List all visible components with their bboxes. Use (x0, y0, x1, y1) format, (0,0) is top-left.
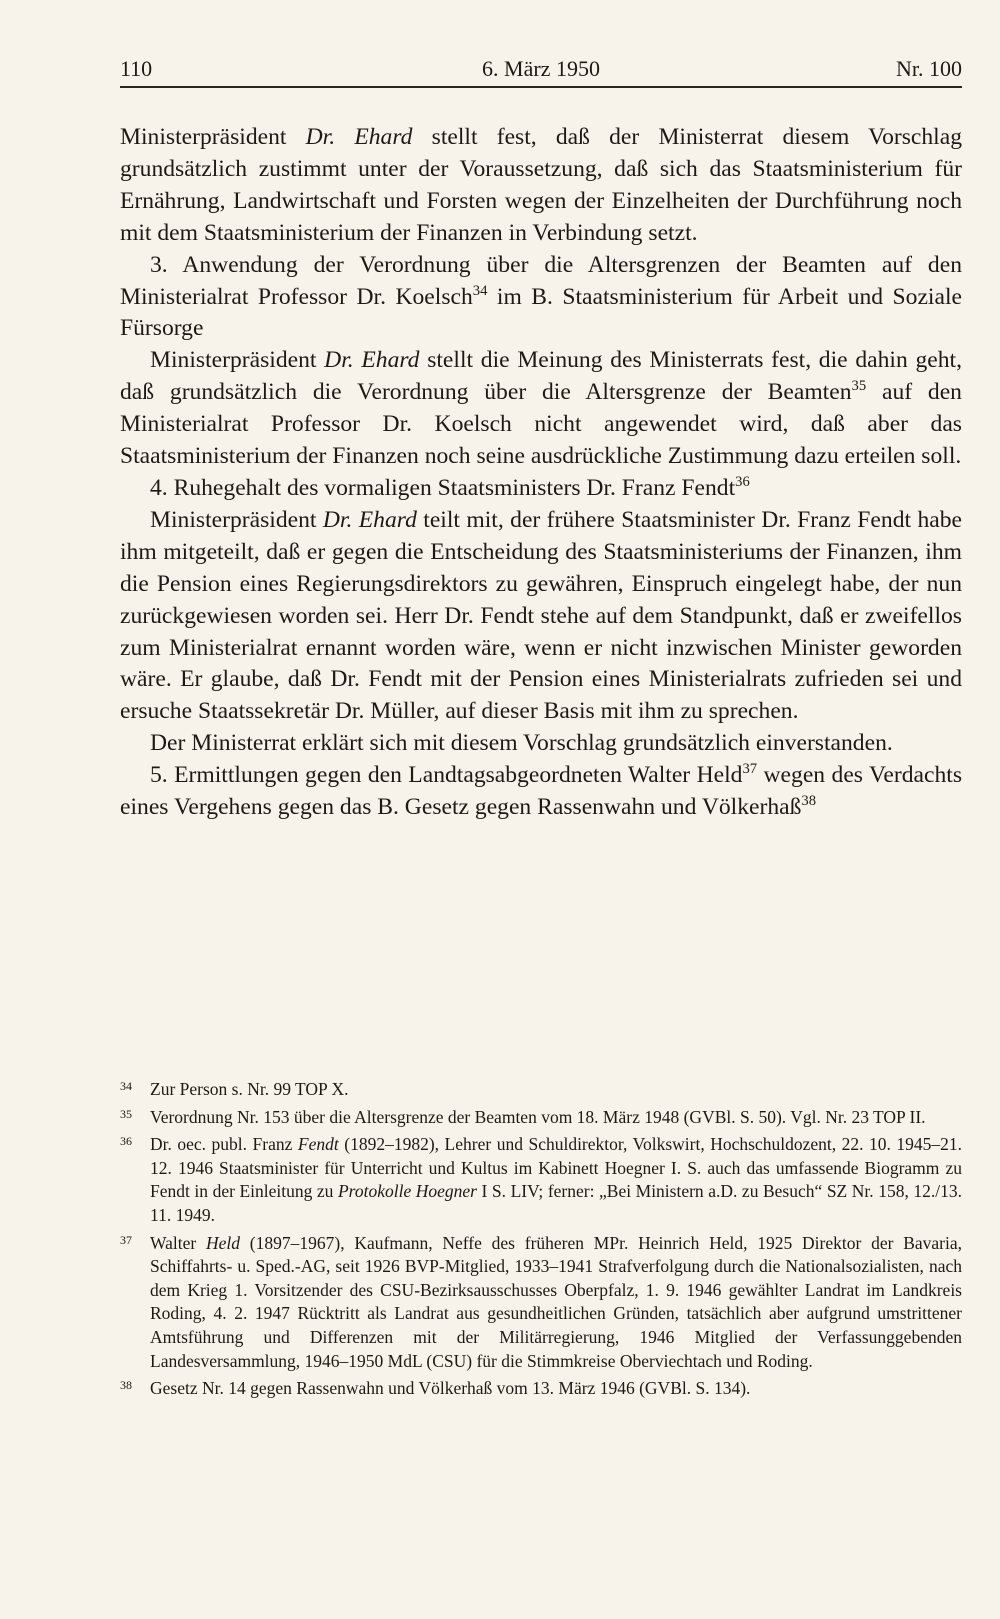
speaker-name: Dr. Ehard (305, 124, 413, 150)
agenda-item-5: 5. Ermittlungen gegen den Landtagsabgeordneten Walter Held$^{37}$ wegen des Verdachts eines Vergehens gegen das B. Gesetz gegen Rassenwahn und Völkerhaß$^{38}$ (120, 761, 963, 821)
page-number: 110 (120, 56, 153, 81)
paragraph-ehard-approval: Ministerpräsident Dr. Ehard stellt fest, daß der Ministerrat diesem Vorschlag grundsätzlich zustimmt unter der Voraussetzung, daß sich das Staatsministerium für Ernährung, Landwirtschaft und Forsten wegen der Einzelheiten der Durchführung noch mit dem Staatsministerium der Finanzen in Verbindung setzt. (120, 124, 963, 246)
protocol-number: Nr. 100 (896, 56, 962, 81)
footnote: 35 Verordnung Nr. 153 über die Altersgrenze der Beamten vom 18. März 1948 (GVBl. S. 50). Vgl. Nr. 23 TOP II. (120, 1106, 962, 1130)
agenda-item-3: 3. Anwendung der Verordnung über die Altersgrenzen der Beamten auf den Ministerialrat Professor Dr. Koelsch$^{34}$ im B. Staatsministerium für Arbeit und Soziale Fürsorge (120, 251, 962, 342)
footnote-number: 34 (120, 1079, 132, 1093)
speaker-name: Dr. Ehard (322, 506, 417, 533)
running-header (120, 52, 962, 88)
footnote: 38 Gesetz Nr. 14 gegen Rassenwahn und Völkerhaß vom 13. März 1946 (GVBl. S. 134). (120, 1377, 962, 1401)
main-text (120, 122, 962, 824)
footnote-ref: 37 (742, 761, 758, 778)
footnote-ref: 35 (851, 378, 867, 395)
footnote-number: 38 (120, 1378, 132, 1393)
footnote: 34 Zur Person s. Nr. 99 TOP X. (120, 1078, 962, 1102)
footnote: 37 Walter Held (1897–1967), Kaufmann, Neffe des früheren MPr. Heinrich Held, 1925 Direktor der Bavaria, Schiffahrts- u. Sped.-AG, seit 1926 BVP-Mitglied, 1933–1941 Strafverfolgung durch die Nationalsozialisten, nach dem Krieg 1. Vorsitzender des CSU-Bezirksausschusses Oberpfalz, 1. 9. 1946 gewählter Landrat im Landkreis Roding, 4. 2. 1947 Rücktritt als Landrat aus gesundheitlichen Gründen, tatsächlich aber aufgrund umstrittener Amtsführung und Differenzen mit der Militärregierung, 1946 Mitglied der Verfassunggebenden Landesversammlung, 1946–1950 MdL (CSU) für die Stimmkreise Oberviechtach und Roding. (120, 1232, 962, 1374)
footnotes (120, 1078, 962, 1405)
footnote-ref: 36 (735, 474, 750, 491)
header-date: 6. März 1950 (482, 56, 600, 81)
agenda-item-4: 4. Ruhegehalt des vormaligen Staatsministers Dr. Franz Fendt$^{36}$ (150, 474, 750, 501)
footnote-ref: 34 (472, 282, 488, 299)
paragraph-ehard-opinion: Ministerpräsident Dr. Ehard stellt die Meinung des Ministerrats fest, die dahin geht, daß grundsätzlich die Verordnung über die Altersgrenze der Beamten$^{35}$ auf den Ministerialrat Professor Dr. Koelsch nicht angewendet wird, daß aber das Staatsministerium der Finanzen noch seine ausdrückliche Zustimmung dazu erteilen soll. (120, 347, 962, 470)
paragraph-council-agreement: Der Ministerrat erklärt sich mit diesem Vorschlag grundsätzlich einverstanden. (150, 730, 893, 757)
footnote-ref: 38 (801, 793, 817, 810)
footnote-number: 37 (120, 1232, 132, 1247)
footnote-number: 36 (120, 1134, 132, 1149)
footnote: 36 Dr. oec. publ. Franz Fendt (1892–1982), Lehrer und Schuldirektor, Volkswirt, Hochschuldozent, 22. 10. 1945–21. 12. 1946 Staatsminister für Unterricht und Kultus im Kabinett Hoegner I. S. auch das umfassende Biogramm zu Fendt in der Einleitung zu Protokolle Hoegner I S. LIV; ferner: „Bei Ministern a.D. zu Besuch“ SZ Nr. 158, 12./13. 11. 1949. (120, 1133, 962, 1227)
paragraph-ehard-fendt: Ministerpräsident Dr. Ehard teilt mit, der frühere Staatsminister Dr. Franz Fendt habe ihm mitgeteilt, daß er gegen die Entscheidung des Staatsministeriums der Finanzen, ihm die Pension eines Regierungsdirektors zu gewähren, Einspruch eingelegt habe, der nun zurückgewiesen worden sei. Herr Dr. Fendt stehe auf dem Standpunkt, daß er zweifellos zum Ministerialrat ernannt worden wäre, wenn er nicht inzwischen Minister geworden wäre. Er glaube, daß Dr. Fendt mit der Pension eines Ministerialrats zufrieden sei und ersuche Staatssekretär Dr. Müller, auf dieser Basis mit ihm zu sprechen. (120, 506, 962, 725)
footnote-number: 35 (120, 1106, 132, 1121)
speaker-name: Dr. Ehard (324, 347, 420, 374)
